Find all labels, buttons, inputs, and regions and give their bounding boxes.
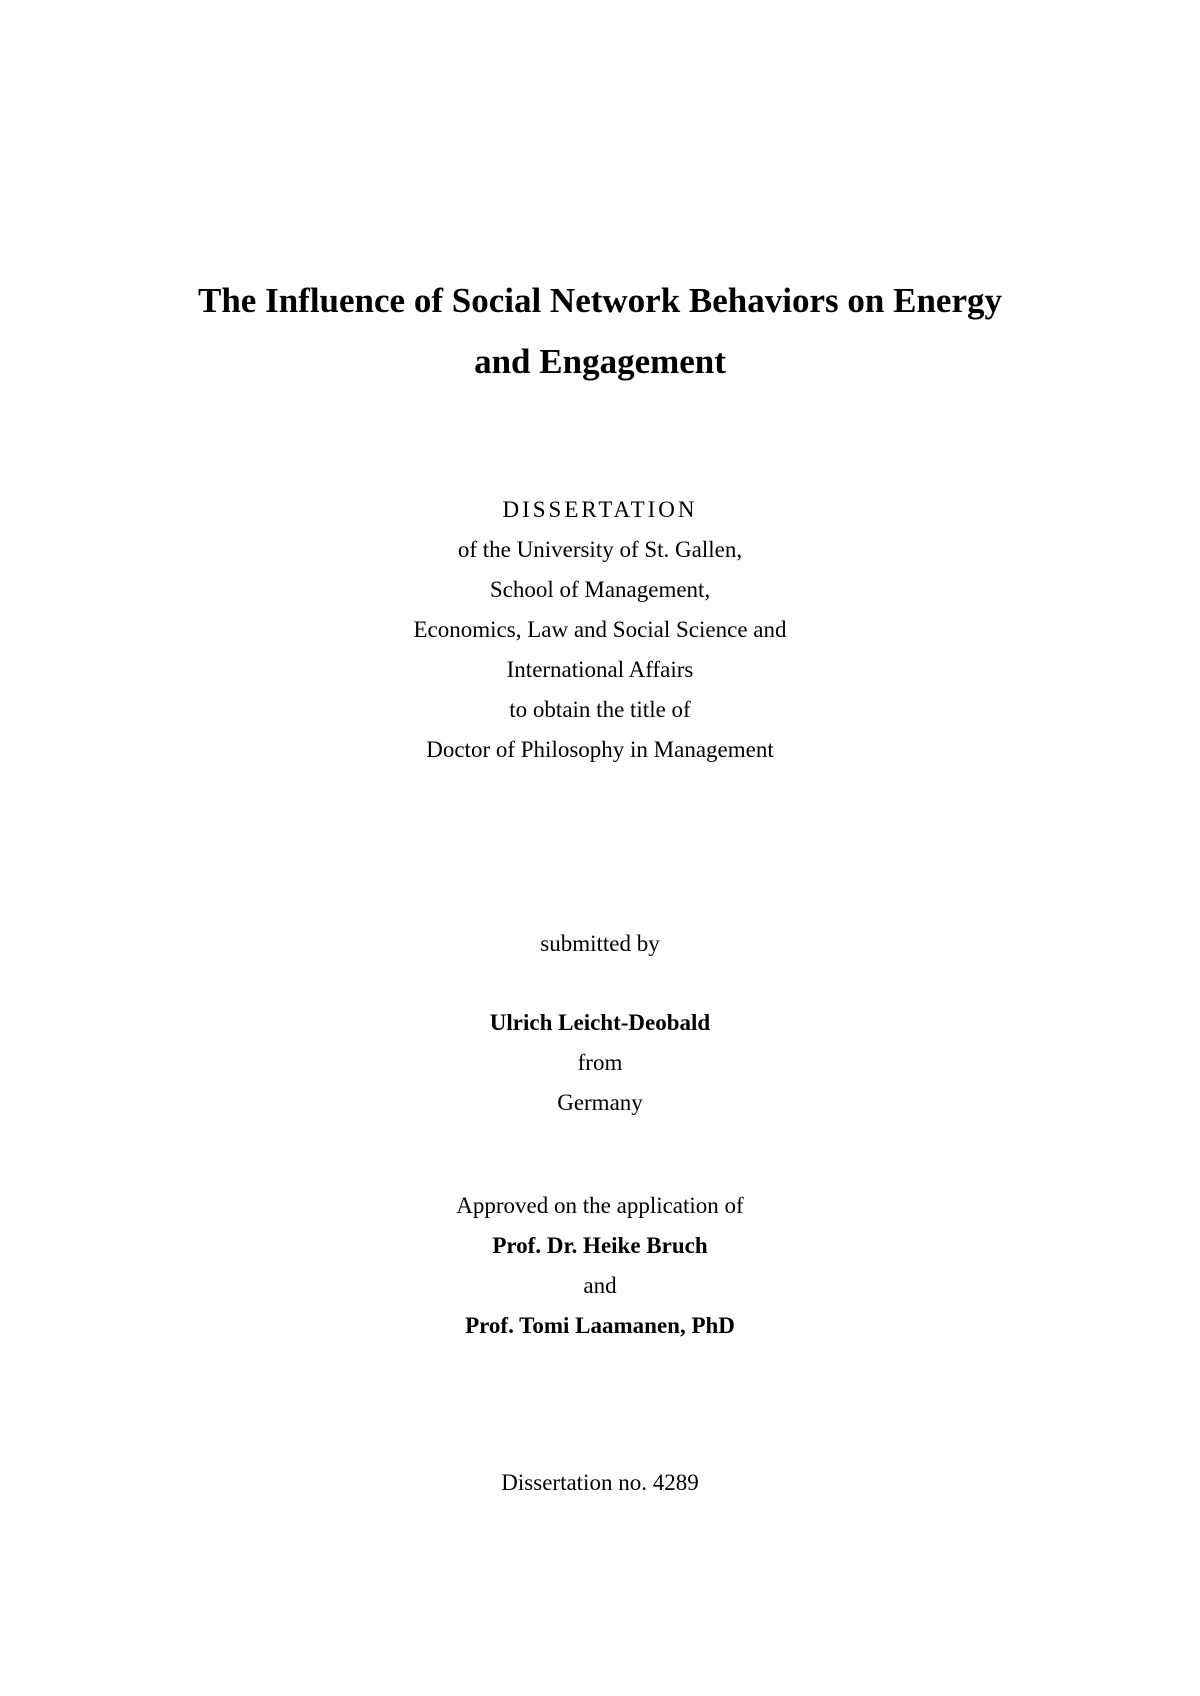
author-name: Ulrich Leicht-Deobald bbox=[489, 1010, 711, 1035]
dissertation-line-school: School of Management, bbox=[489, 577, 711, 602]
dissertation-line-affairs: International Affairs bbox=[506, 657, 694, 682]
submitted-by-label-block bbox=[200, 924, 1000, 964]
approval-block bbox=[200, 1186, 1000, 1346]
title-line-2: and Engagement bbox=[474, 342, 726, 381]
dissertation-line-university: of the University of St. Gallen, bbox=[457, 537, 743, 562]
author-country: Germany bbox=[557, 1090, 643, 1115]
dissertation-heading: DISSERTATION bbox=[502, 497, 698, 522]
from-label: from bbox=[577, 1050, 623, 1075]
title-line-1: The Influence of Social Network Behaviors on Energy bbox=[197, 281, 1002, 320]
advisor-2: Prof. Tomi Laamanen, PhD bbox=[465, 1313, 735, 1338]
approval-conjunction: and bbox=[583, 1273, 617, 1298]
dissertation-statement bbox=[200, 490, 1000, 770]
dissertation-number-block bbox=[200, 1463, 1000, 1503]
approval-intro: Approved on the application of bbox=[456, 1193, 744, 1218]
dissertation-line-fields: Economics, Law and Social Science and bbox=[413, 617, 787, 642]
dissertation-line-obtain: to obtain the title of bbox=[509, 697, 691, 722]
author-block bbox=[200, 1003, 1000, 1123]
dissertation-line-degree: Doctor of Philosophy in Management bbox=[426, 737, 774, 762]
submitted-by-label: submitted by bbox=[540, 931, 660, 956]
dissertation-number: Dissertation no. 4289 bbox=[501, 1470, 699, 1495]
advisor-1: Prof. Dr. Heike Bruch bbox=[492, 1233, 708, 1258]
document-title bbox=[120, 270, 1080, 392]
